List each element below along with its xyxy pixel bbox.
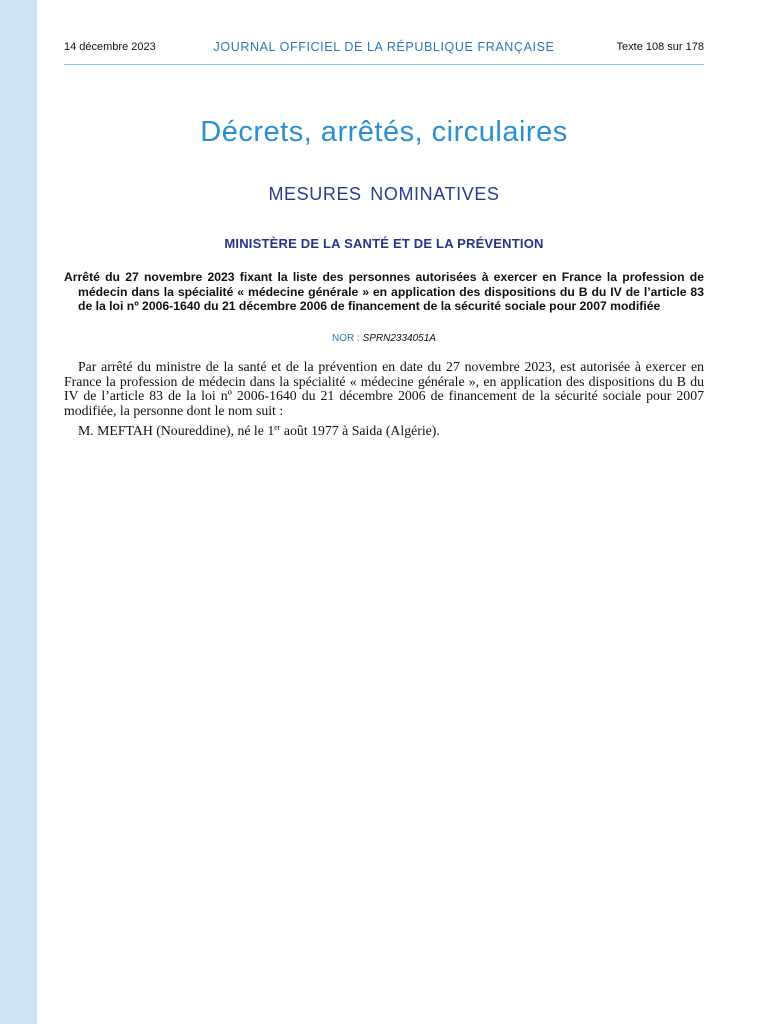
ministry-title: MINISTÈRE DE LA SANTÉ ET DE LA PRÉVENTION xyxy=(224,236,544,251)
person-text-start: M. MEFTAH (Noureddine), né le 1 xyxy=(78,423,275,438)
journal-title: JOURNAL OFFICIEL DE LA RÉPUBLIQUE FRANÇAISE xyxy=(213,40,555,54)
decree-body xyxy=(64,360,704,442)
text-number: Texte 108 sur 178 xyxy=(616,41,704,53)
body-paragraph: Par arrêté du ministre de la santé et de la prévention en date du 27 novembre 2023, est autorisée à exercer en France la profession de médecin dans la spécialité « médecine générale », en application des dispositions du B du IV de l’article 83 de la loi nº 2006-1640 du 21 décembre 2006 de financement de la sécurité sociale pour 2007 modifiée, la personne dont le nom suit : xyxy=(64,359,704,418)
body-paragraph-named-person xyxy=(64,421,704,439)
section-title: Décrets, arrêtés, circulaires xyxy=(200,116,568,148)
nor-reference xyxy=(64,333,704,344)
person-text-end: août 1977 à Saida (Algérie). xyxy=(280,423,440,438)
top-margin-band xyxy=(37,0,768,33)
nor-value: SPRN2334051A xyxy=(362,333,436,344)
ordinal-superscript: er xyxy=(274,423,281,432)
decree-title: Arrêté du 27 novembre 2023 fixant la liste des personnes autorisées à exercer en France la profession de médecin dans la spécialité « médecine générale » en application des dispositions du B du IV de l’article 83 de la loi nº 2006-1640 du 21 décembre 2006 de financement de la sécurité sociale pour 2007 modifiée xyxy=(64,270,704,313)
subsection-title: MESURES NOMINATIVES xyxy=(268,184,500,204)
publication-date: 14 décembre 2023 xyxy=(64,41,156,53)
left-margin-band xyxy=(0,0,37,1024)
header-divider xyxy=(64,64,704,65)
document-page xyxy=(37,33,768,1024)
running-header xyxy=(64,40,704,58)
nor-label: NOR : xyxy=(332,333,360,344)
